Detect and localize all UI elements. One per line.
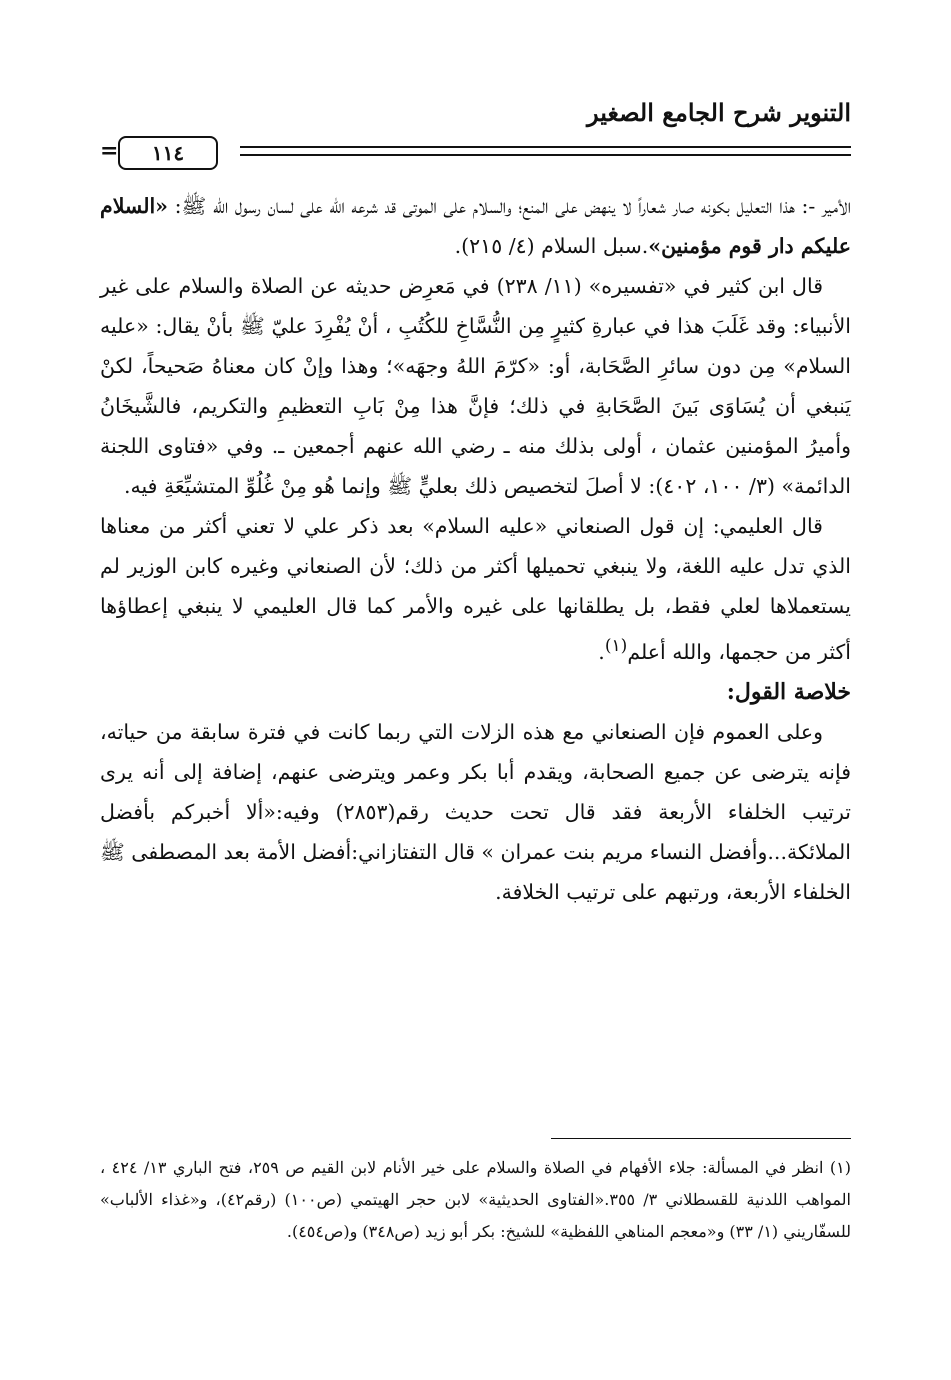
paragraph-2: قال ابن كثير في «تفسيره» (١١/ ٢٣٨) في مَعرِض حديثه عن الصلاة والسلام على غير الأنبياء: وقد غَلَبَ هذا في عبارةِ كثيرٍ مِن النُّسَّاخِ للكُتُبِ ، أنْ يُفْرِدَ عليّ ﷺ بأنْ يقال: «عليه السلام» مِن دون سائرِ الصَّحَابة، أو: «كرّمَ اللهُ وجهَه»؛ وهذا وإنْ كان معناهُ صَحيحاً، لكنْ يَنبغي أن يُسَاوَى بَينَ الصَّحَابةِ في ذلك؛ فإنَّ هذا مِنْ بَابِ التعظيمِ والتكريم، فالشَّيخَانُ وأميرُ المؤمنين عثمان ، أولى بذلك منه ـ رضي الله عنهم أجمعين ـ. وفي «فتاوى اللجنة الدائمة» (٣/ ١٠٠، ٤٠٢): لا أصلَ لتخصيص ذلك بعليٍّ ﷺ وإنما هُو مِنْ غُلُوِّ المتشيِّعَةِ فيه.	[100, 274, 851, 498]
page-header	[100, 96, 851, 130]
paragraph-1	[100, 186, 851, 266]
running-title: التنوير شرح الجامع الصغير	[587, 98, 851, 127]
hadith-quote: «السلام عليكم دار قوم مؤمنين»	[100, 194, 851, 258]
header-double-rule	[240, 146, 851, 156]
page-marker: =	[100, 138, 119, 164]
paragraph-3-end: .	[598, 639, 605, 664]
paragraph-3-text: قال العليمي: إن قول الصنعاني «عليه السلام» بعد ذكر علي لا تعني أكثر من معناها الذي تدل عليه اللغة، ولا ينبغي تحميلها أكثر من ذلك؛ لأن الصنعاني وغيره كابن الوزير لم يستعملاها لعلي فقط، بل يطلقانها على غيره والأمر كما قال العليمي لا ينبغي إعطاؤها أكثر من حجمها، والله أعلم	[100, 514, 851, 664]
footnote-ref[interactable]: (١)	[604, 636, 628, 656]
footnote-1: (١) انظر في المسألة: جلاء الأفهام في الصلاة والسلام على خير الأنام لابن القيم ص ٢٥٩، فتح الباري ١٣/ ٤٢٤ ، المواهب اللدنية للقسطلاني ٣/ ٣٥٥.«الفتاوى الحديثية» لابن حجر الهيتمي (ص١٠٠) (رقم٤٢)، و«غذاء الألباب» للسفّاريني (١/ ٣٣) و«معجم المناهي اللفظية» للشيخ: بكر أبو زيد (ص٣٤٨) و(ص٤٥٤).	[100, 1158, 851, 1241]
paragraph-1-text-b: .سبل السلام (٤/ ٢١٥).	[454, 234, 649, 258]
paragraph-3	[100, 506, 851, 672]
header-rule-row	[100, 136, 851, 176]
page-number: ١١٤	[118, 136, 218, 170]
section-heading: خلاصة القول:	[726, 678, 851, 705]
paragraph-1-text-a: الأمير -: هذا التعليل بكونه صار شعاراً لا ينهض على المنع؛ والسلام على الموتى قد شرعه الله على لسان رسول الله ﷺ:	[167, 194, 851, 218]
footnote-separator	[551, 1138, 851, 1139]
paragraph-4: وعلى العموم فإن الصنعاني مع هذه الزلات التي ربما كانت في فترة سابقة من حياته، فإنه يترضى عن جميع الصحابة، ويقدم أبا بكر وعمر ويترضى عنهم، إضافة إلى أنه يرى ترتيب الخلفاء الأربعة فقد قال تحت حديث رقم(٢٨٥٣) وفيه:«ألا أخبركم بأفضل الملائكة...وأفضل النساء مريم بنت عمران » قال التفتازاني:أفضل الأمة بعد المصطفى ﷺ الخلفاء الأربعة، ورتبهم على ترتيب الخلافة.	[100, 719, 851, 904]
footnotes	[100, 1152, 851, 1248]
main-text	[100, 186, 851, 912]
